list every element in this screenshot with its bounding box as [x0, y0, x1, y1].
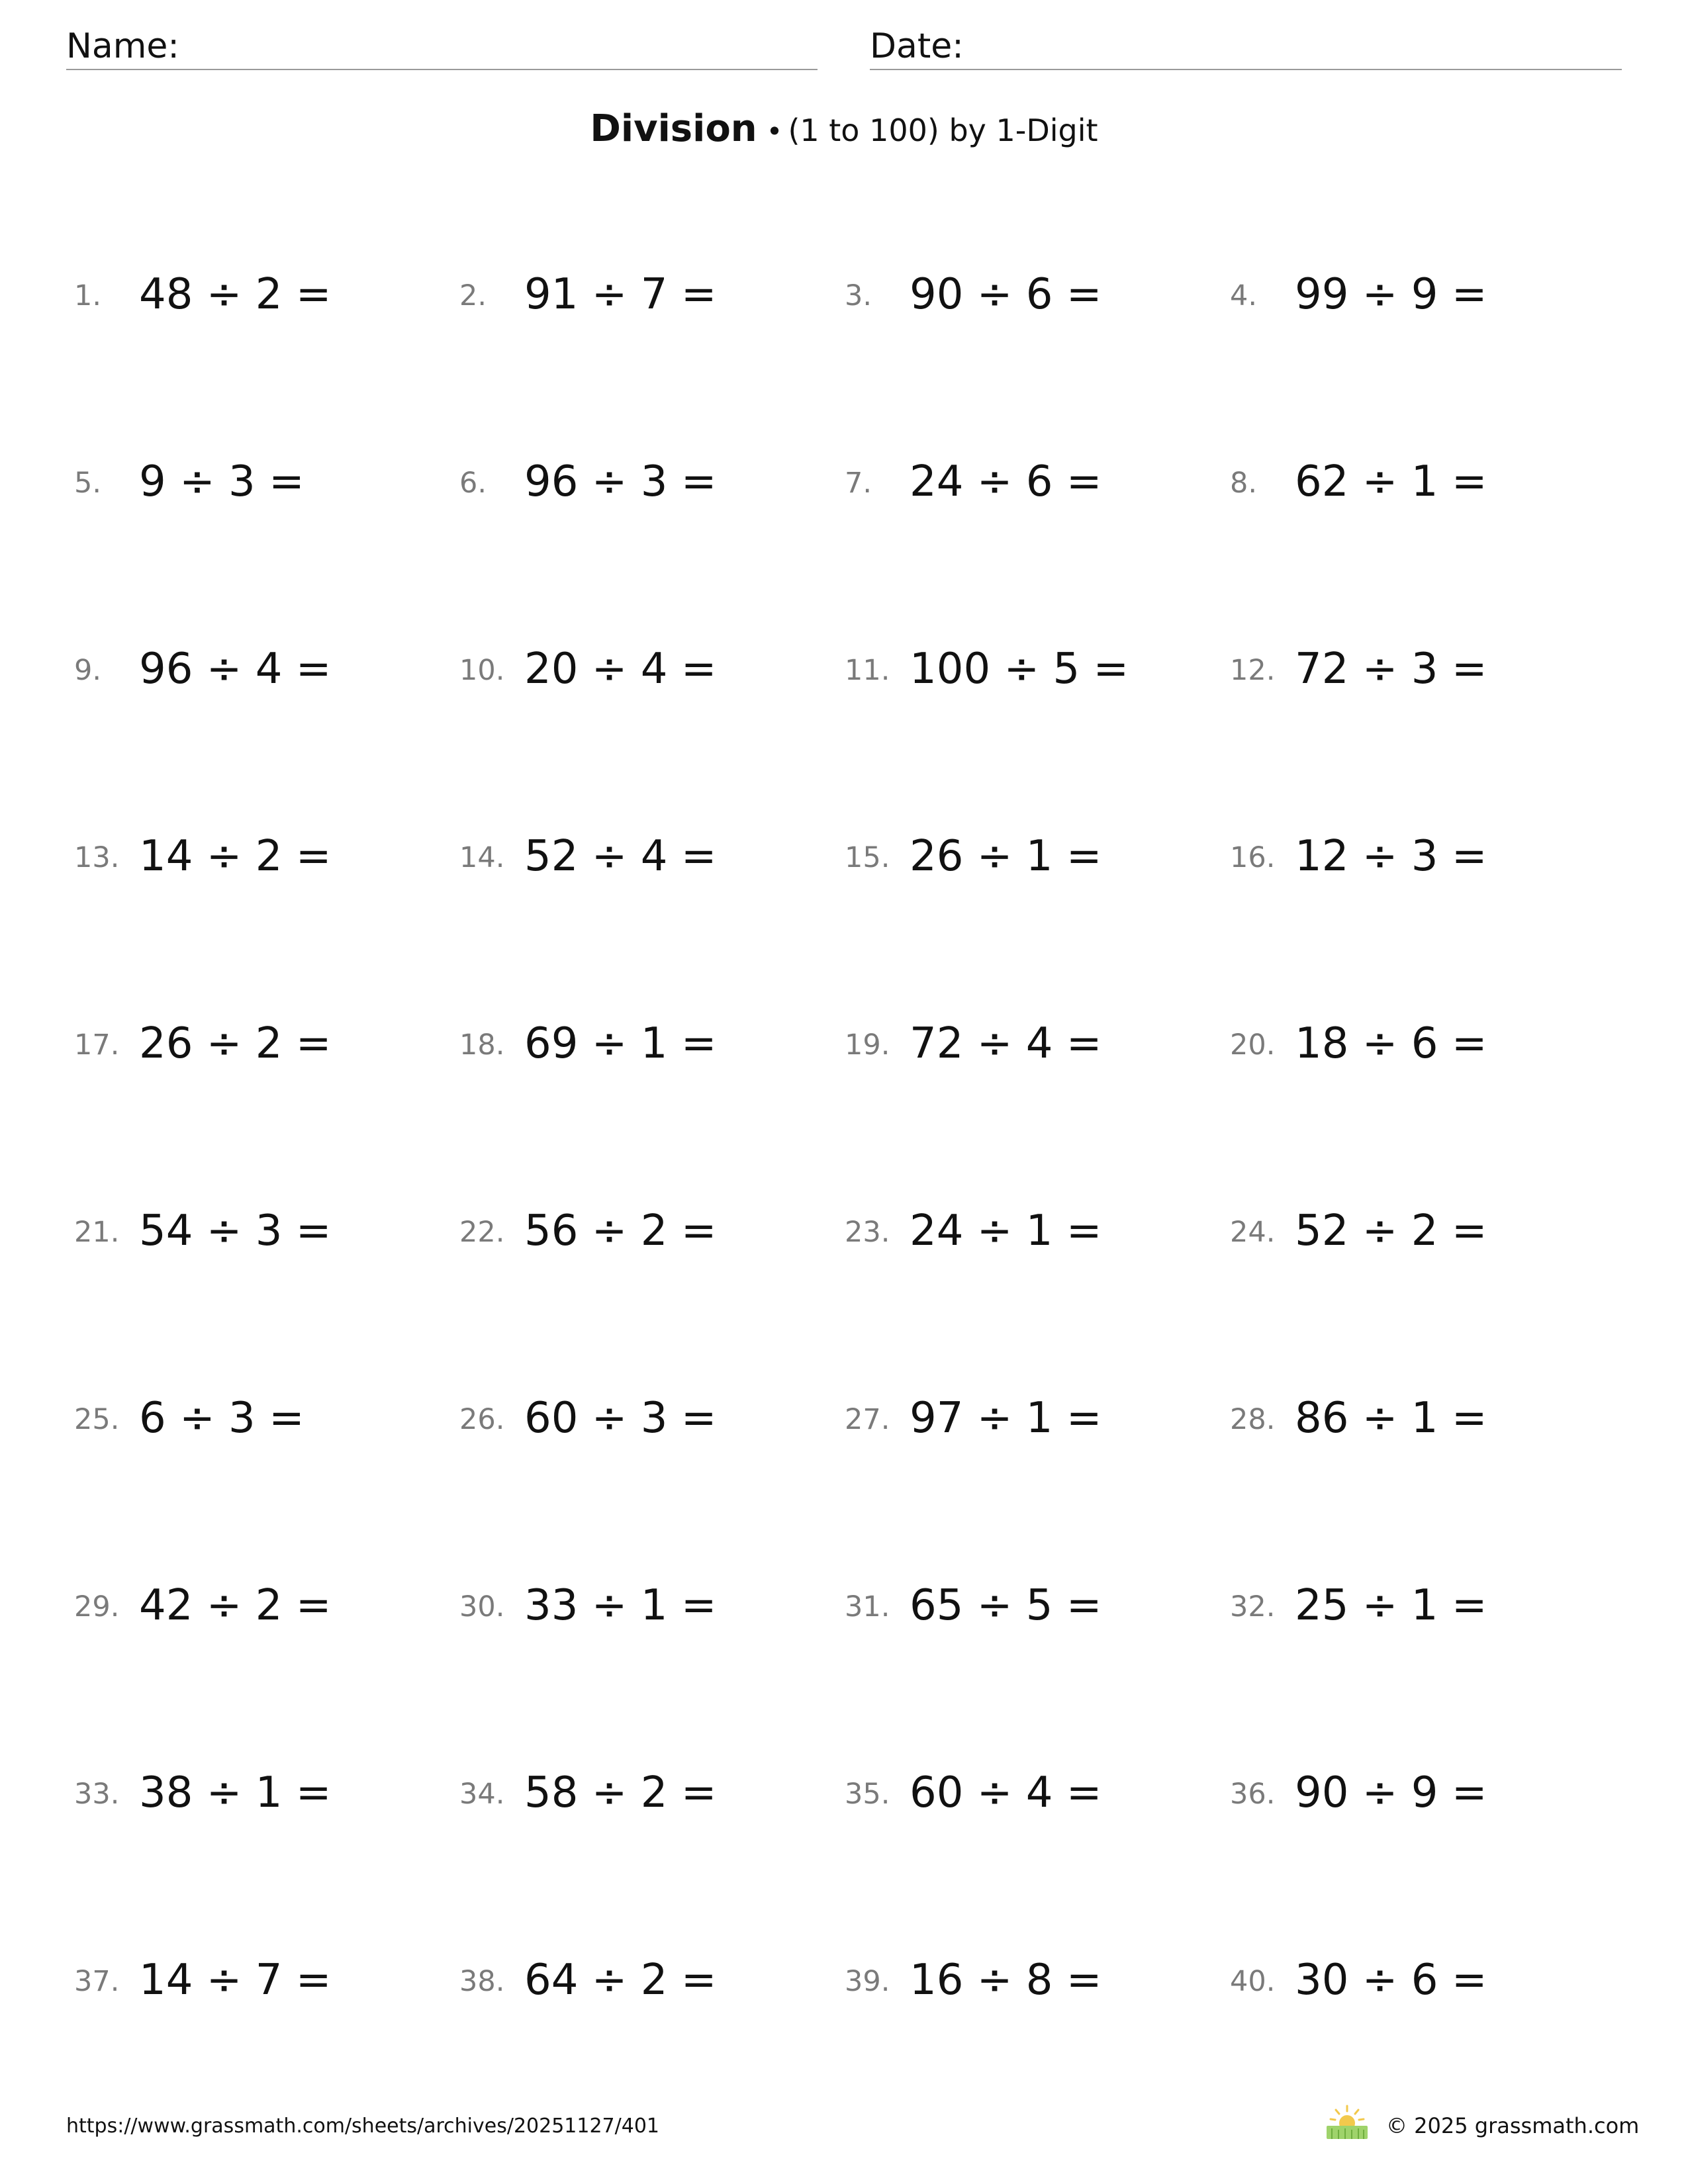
problem-number: 3. — [845, 279, 872, 312]
problem-item — [845, 265, 1215, 318]
problem-item — [74, 265, 445, 318]
problem-number: 6. — [459, 467, 487, 500]
problem-expression: 72 ÷ 4 = — [910, 1019, 1102, 1068]
problem-number: 28. — [1230, 1403, 1276, 1436]
problem-item — [1230, 1950, 1601, 2003]
problem-expression: 48 ÷ 2 = — [139, 270, 332, 319]
problem-expression: 72 ÷ 3 = — [1295, 645, 1487, 694]
problem-number: 10. — [459, 654, 505, 687]
problem-item — [459, 1576, 830, 1629]
problem-number: 37. — [74, 1965, 120, 1998]
problem-number: 32. — [1230, 1590, 1276, 1623]
problem-number: 1. — [74, 279, 102, 312]
problem-item — [459, 1014, 830, 1067]
logo-svg — [1324, 2103, 1370, 2140]
problem-expression: 56 ÷ 2 = — [524, 1206, 717, 1255]
problem-number: 21. — [74, 1216, 120, 1249]
grass-sun-logo-icon — [1324, 2103, 1370, 2140]
title-bullet: • — [766, 115, 783, 148]
problem-item — [459, 827, 830, 880]
problem-item — [1230, 1201, 1601, 1254]
problem-expression: 54 ÷ 3 = — [139, 1206, 332, 1255]
problem-item — [845, 639, 1215, 692]
problem-item — [459, 1950, 830, 2003]
problem-item — [1230, 827, 1601, 880]
problem-expression: 52 ÷ 4 = — [524, 832, 717, 881]
problem-expression: 52 ÷ 2 = — [1295, 1206, 1487, 1255]
problem-expression: 9 ÷ 3 = — [139, 457, 305, 506]
problem-expression: 20 ÷ 4 = — [524, 645, 717, 694]
problem-item — [74, 1576, 445, 1629]
problem-item — [1230, 452, 1601, 505]
problem-item — [459, 452, 830, 505]
problem-number: 34. — [459, 1778, 505, 1811]
problem-item — [74, 452, 445, 505]
problem-item — [1230, 1576, 1601, 1629]
problem-expression: 90 ÷ 6 = — [910, 270, 1102, 319]
problem-number: 40. — [1230, 1965, 1276, 1998]
problem-item — [845, 452, 1215, 505]
problem-expression: 100 ÷ 5 = — [910, 645, 1129, 694]
problem-number: 23. — [845, 1216, 890, 1249]
problem-number: 27. — [845, 1403, 890, 1436]
problem-expression: 58 ÷ 2 = — [524, 1768, 717, 1817]
problem-expression: 24 ÷ 1 = — [910, 1206, 1102, 1255]
problem-expression: 33 ÷ 1 = — [524, 1581, 717, 1630]
problem-expression: 26 ÷ 1 = — [910, 832, 1102, 881]
problem-number: 22. — [459, 1216, 505, 1249]
problem-item — [74, 1201, 445, 1254]
problem-expression: 97 ÷ 1 = — [910, 1394, 1102, 1443]
problem-expression: 69 ÷ 1 = — [524, 1019, 717, 1068]
problem-number: 25. — [74, 1403, 120, 1436]
problem-number: 30. — [459, 1590, 505, 1623]
problem-expression: 91 ÷ 7 = — [524, 270, 717, 319]
problem-item — [845, 1201, 1215, 1254]
problem-expression: 86 ÷ 1 = — [1295, 1394, 1487, 1443]
problem-number: 16. — [1230, 841, 1276, 874]
problem-item — [74, 1950, 445, 2003]
problem-number: 15. — [845, 841, 890, 874]
problem-number: 39. — [845, 1965, 890, 1998]
problem-number: 38. — [459, 1965, 505, 1998]
problem-number: 5. — [74, 467, 102, 500]
problem-number: 29. — [74, 1590, 120, 1623]
problem-item — [845, 1763, 1215, 1816]
problem-item — [845, 1388, 1215, 1441]
problem-item — [74, 827, 445, 880]
problem-item — [1230, 265, 1601, 318]
problem-item — [74, 639, 445, 692]
problem-item — [74, 1388, 445, 1441]
problem-number: 4. — [1230, 279, 1258, 312]
problem-item — [459, 1388, 830, 1441]
problem-expression: 30 ÷ 6 = — [1295, 1956, 1487, 2005]
problem-expression: 14 ÷ 2 = — [139, 832, 332, 881]
footer-url[interactable]: https://www.grassmath.com/sheets/archives/20251127/401 — [66, 2115, 660, 2138]
problem-item — [845, 1014, 1215, 1067]
problem-expression: 60 ÷ 4 = — [910, 1768, 1102, 1817]
problem-item — [459, 1201, 830, 1254]
problem-item — [74, 1763, 445, 1816]
problem-number: 14. — [459, 841, 505, 874]
problem-expression: 42 ÷ 2 = — [139, 1581, 332, 1630]
problem-expression: 64 ÷ 2 = — [524, 1956, 717, 2005]
problem-expression: 18 ÷ 6 = — [1295, 1019, 1487, 1068]
problem-item — [845, 827, 1215, 880]
problem-expression: 6 ÷ 3 = — [139, 1394, 305, 1443]
problem-item — [459, 265, 830, 318]
footer-copyright: © 2025 grassmath.com — [1386, 2113, 1640, 2138]
problem-number: 35. — [845, 1778, 890, 1811]
title-main: Division — [590, 107, 757, 150]
problem-number: 8. — [1230, 467, 1258, 500]
problem-item — [459, 1763, 830, 1816]
problem-number: 11. — [845, 654, 890, 687]
date-label: Date: — [870, 26, 964, 66]
problem-expression: 65 ÷ 5 = — [910, 1581, 1102, 1630]
problem-number: 36. — [1230, 1778, 1276, 1811]
problem-item — [1230, 1388, 1601, 1441]
problem-number: 2. — [459, 279, 487, 312]
problem-expression: 25 ÷ 1 = — [1295, 1581, 1487, 1630]
problem-item — [845, 1950, 1215, 2003]
problem-item — [1230, 1014, 1601, 1067]
problem-number: 9. — [74, 654, 102, 687]
problem-expression: 12 ÷ 3 = — [1295, 832, 1487, 881]
problem-expression: 96 ÷ 3 = — [524, 457, 717, 506]
problem-number: 33. — [74, 1778, 120, 1811]
problem-expression: 62 ÷ 1 = — [1295, 457, 1487, 506]
problem-item — [459, 639, 830, 692]
problem-number: 18. — [459, 1028, 505, 1062]
problem-item — [845, 1576, 1215, 1629]
name-label: Name: — [66, 26, 179, 66]
problem-item — [1230, 639, 1601, 692]
problem-number: 13. — [74, 841, 120, 874]
problem-item — [1230, 1763, 1601, 1816]
problem-number: 20. — [1230, 1028, 1276, 1062]
problem-number: 24. — [1230, 1216, 1276, 1249]
problem-expression: 14 ÷ 7 = — [139, 1956, 332, 2005]
problem-expression: 99 ÷ 9 = — [1295, 270, 1487, 319]
title-subtitle: (1 to 100) by 1-Digit — [788, 113, 1098, 148]
problem-expression: 60 ÷ 3 = — [524, 1394, 717, 1443]
problem-item — [74, 1014, 445, 1067]
problem-expression: 24 ÷ 6 = — [910, 457, 1102, 506]
problem-number: 17. — [74, 1028, 120, 1062]
problem-number: 7. — [845, 467, 872, 500]
problem-expression: 26 ÷ 2 = — [139, 1019, 332, 1068]
problem-expression: 16 ÷ 8 = — [910, 1956, 1102, 2005]
problem-expression: 38 ÷ 1 = — [139, 1768, 332, 1817]
problem-number: 19. — [845, 1028, 890, 1062]
problem-number: 31. — [845, 1590, 890, 1623]
problem-number: 12. — [1230, 654, 1276, 687]
problem-number: 26. — [459, 1403, 505, 1436]
problem-expression: 90 ÷ 9 = — [1295, 1768, 1487, 1817]
problem-expression: 96 ÷ 4 = — [139, 645, 332, 694]
